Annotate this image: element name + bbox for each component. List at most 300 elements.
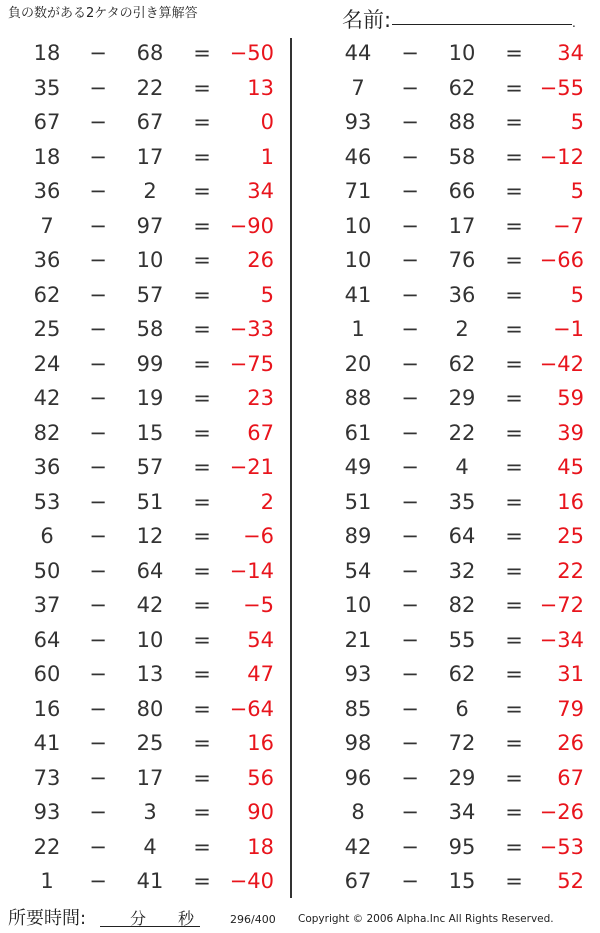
answer: 47 xyxy=(247,662,274,686)
minuend: 93 xyxy=(344,110,372,134)
minus-sign: − xyxy=(89,800,107,824)
equals-sign: = xyxy=(193,834,211,859)
answer: 5 xyxy=(570,282,584,307)
minuend: 18 xyxy=(33,144,61,169)
problem-row xyxy=(0,485,300,520)
equals-sign: = xyxy=(193,282,211,307)
minuend: 22 xyxy=(33,834,61,859)
problem-row xyxy=(300,554,600,589)
answer: 45 xyxy=(557,455,584,479)
equals-sign: = xyxy=(505,627,523,652)
minus-sign: − xyxy=(89,524,107,548)
answer: −55 xyxy=(539,75,584,100)
answer: 90 xyxy=(247,800,274,824)
problem-row xyxy=(0,692,300,727)
subtrahend: 64 xyxy=(448,524,476,548)
subtrahend: 29 xyxy=(448,765,476,790)
answer: 31 xyxy=(557,662,584,686)
equals-sign: = xyxy=(505,662,523,686)
minuend: 73 xyxy=(33,765,61,790)
minus-sign: − xyxy=(401,593,419,617)
subtrahend: 64 xyxy=(136,558,164,583)
minus-sign: − xyxy=(401,731,419,755)
equals-sign: = xyxy=(193,179,211,203)
minus-sign: − xyxy=(89,179,107,203)
equals-sign: = xyxy=(193,696,211,721)
minuend: 6 xyxy=(40,524,54,548)
minuend: 7 xyxy=(351,75,365,100)
subtrahend: 42 xyxy=(136,593,164,617)
answer: 2 xyxy=(260,489,274,514)
minuend: 93 xyxy=(344,662,372,686)
subtrahend: 6 xyxy=(455,696,469,721)
problem-row xyxy=(0,795,300,830)
equals-sign: = xyxy=(193,110,211,134)
minus-sign: − xyxy=(401,282,419,307)
equals-sign: = xyxy=(193,317,211,341)
minus-sign: − xyxy=(89,110,107,134)
answer: −42 xyxy=(539,351,584,376)
minus-sign: − xyxy=(401,765,419,790)
minus-sign: − xyxy=(401,800,419,824)
answer: 13 xyxy=(247,75,274,100)
answer: 1 xyxy=(260,144,274,169)
minuend: 36 xyxy=(33,455,61,479)
equals-sign: = xyxy=(505,282,523,307)
equals-sign: = xyxy=(505,75,523,100)
answer: −26 xyxy=(539,800,584,824)
minuend: 51 xyxy=(344,489,372,514)
problem-row xyxy=(0,71,300,106)
answer: −6 xyxy=(243,524,274,548)
subtrahend: 72 xyxy=(448,731,476,755)
answer: −66 xyxy=(539,248,584,272)
problem-row xyxy=(300,174,600,209)
subtrahend: 80 xyxy=(136,696,164,721)
answer: −40 xyxy=(229,869,274,893)
minuend: 60 xyxy=(33,662,61,686)
right-problem-column xyxy=(300,36,600,902)
problem-row xyxy=(0,105,300,140)
answer: 5 xyxy=(570,110,584,134)
answer: −34 xyxy=(539,627,584,652)
equals-sign: = xyxy=(505,524,523,548)
problem-row xyxy=(0,588,300,623)
time-label: 所要時間: xyxy=(8,908,87,929)
problem-row xyxy=(300,381,600,416)
minus-sign: − xyxy=(89,41,107,65)
minus-sign: − xyxy=(89,144,107,169)
equals-sign: = xyxy=(193,731,211,755)
subtrahend: 10 xyxy=(136,627,164,652)
answer: 56 xyxy=(247,765,274,790)
problem-row xyxy=(300,416,600,451)
minus-sign: − xyxy=(89,662,107,686)
answer: 26 xyxy=(247,248,274,272)
problem-row xyxy=(0,381,300,416)
minuend: 96 xyxy=(344,765,372,790)
problem-row xyxy=(300,312,600,347)
answer: −7 xyxy=(553,213,584,238)
answer: 54 xyxy=(247,627,274,652)
problem-row xyxy=(300,692,600,727)
left-problem-column xyxy=(0,36,300,902)
answer: 16 xyxy=(247,731,274,755)
problem-row xyxy=(0,243,300,278)
minus-sign: − xyxy=(401,144,419,169)
minuend: 10 xyxy=(344,593,372,617)
problem-row xyxy=(0,36,300,71)
equals-sign: = xyxy=(505,144,523,169)
minuend: 20 xyxy=(344,351,372,376)
answer: −64 xyxy=(229,696,274,721)
subtrahend: 36 xyxy=(448,282,476,307)
subtrahend: 58 xyxy=(448,144,476,169)
equals-sign: = xyxy=(193,351,211,376)
equals-sign: = xyxy=(505,41,523,65)
name-dot: . xyxy=(572,16,576,30)
minus-sign: − xyxy=(401,179,419,203)
minuend: 10 xyxy=(344,248,372,272)
subtrahend: 29 xyxy=(448,386,476,410)
minuend: 67 xyxy=(344,869,372,893)
problem-row xyxy=(0,174,300,209)
equals-sign: = xyxy=(193,558,211,583)
minus-sign: − xyxy=(89,558,107,583)
minus-sign: − xyxy=(89,765,107,790)
problem-row xyxy=(0,554,300,589)
equals-sign: = xyxy=(193,593,211,617)
problem-row xyxy=(300,36,600,71)
minuend: 35 xyxy=(33,75,61,100)
minuend: 1 xyxy=(351,317,365,341)
minuend: 46 xyxy=(344,144,372,169)
minus-sign: − xyxy=(89,731,107,755)
answer: 23 xyxy=(247,386,274,410)
equals-sign: = xyxy=(505,420,523,445)
minus-sign: − xyxy=(401,627,419,652)
subtrahend: 17 xyxy=(448,213,476,238)
minus-sign: − xyxy=(401,662,419,686)
subtrahend: 2 xyxy=(143,179,157,203)
subtrahend: 17 xyxy=(136,765,164,790)
subtrahend: 15 xyxy=(448,869,476,893)
problem-row xyxy=(300,278,600,313)
equals-sign: = xyxy=(505,248,523,272)
subtrahend: 41 xyxy=(136,869,164,893)
minuend: 98 xyxy=(344,731,372,755)
equals-sign: = xyxy=(193,489,211,514)
worksheet-title: 負の数がある2ケタの引き算解答 xyxy=(8,6,198,21)
equals-sign: = xyxy=(193,420,211,445)
subtrahend: 10 xyxy=(448,41,476,65)
equals-sign: = xyxy=(193,765,211,790)
problem-row xyxy=(0,347,300,382)
subtrahend: 4 xyxy=(143,834,157,859)
problem-row xyxy=(300,209,600,244)
answer: 52 xyxy=(557,869,584,893)
subtrahend: 82 xyxy=(448,593,476,617)
equals-sign: = xyxy=(193,75,211,100)
problem-row xyxy=(300,71,600,106)
answer: 59 xyxy=(557,386,584,410)
minus-sign: − xyxy=(89,627,107,652)
equals-sign: = xyxy=(193,524,211,548)
minus-sign: − xyxy=(401,75,419,100)
minus-sign: − xyxy=(401,317,419,341)
minuend: 71 xyxy=(344,179,372,203)
subtrahend: 19 xyxy=(136,386,164,410)
equals-sign: = xyxy=(505,834,523,859)
problem-row xyxy=(0,416,300,451)
minuend: 36 xyxy=(33,179,61,203)
minus-sign: − xyxy=(401,386,419,410)
minuend: 42 xyxy=(344,834,372,859)
subtrahend: 51 xyxy=(136,489,164,514)
answer: −12 xyxy=(539,144,584,169)
subtrahend: 22 xyxy=(136,75,164,100)
answer: −50 xyxy=(229,41,274,65)
minus-sign: − xyxy=(89,455,107,479)
equals-sign: = xyxy=(505,489,523,514)
answer: −90 xyxy=(229,213,274,238)
answer: 0 xyxy=(260,110,274,134)
equals-sign: = xyxy=(505,731,523,755)
minus-sign: − xyxy=(89,834,107,859)
minus-sign: − xyxy=(401,110,419,134)
answer: −53 xyxy=(539,834,584,859)
problem-row xyxy=(300,347,600,382)
equals-sign: = xyxy=(505,455,523,479)
minutes-label: 分 xyxy=(130,909,147,928)
equals-sign: = xyxy=(193,41,211,65)
minuend: 82 xyxy=(33,420,61,445)
problem-row xyxy=(0,312,300,347)
name-label: 名前: xyxy=(342,8,392,32)
minuend: 10 xyxy=(344,213,372,238)
subtrahend: 62 xyxy=(448,351,476,376)
minuend: 21 xyxy=(344,627,372,652)
minus-sign: − xyxy=(401,248,419,272)
subtrahend: 76 xyxy=(448,248,476,272)
minus-sign: − xyxy=(401,558,419,583)
subtrahend: 99 xyxy=(136,351,164,376)
minus-sign: − xyxy=(89,213,107,238)
minus-sign: − xyxy=(89,282,107,307)
problem-row xyxy=(300,623,600,658)
subtrahend: 57 xyxy=(136,282,164,307)
minuend: 42 xyxy=(33,386,61,410)
minus-sign: − xyxy=(89,75,107,100)
answer: 34 xyxy=(557,41,584,65)
answer: −14 xyxy=(229,558,274,583)
problem-row xyxy=(0,830,300,865)
subtrahend: 62 xyxy=(448,662,476,686)
subtrahend: 35 xyxy=(448,489,476,514)
minus-sign: − xyxy=(89,420,107,445)
equals-sign: = xyxy=(193,386,211,410)
minus-sign: − xyxy=(89,489,107,514)
answer: −21 xyxy=(229,455,274,479)
minuend: 41 xyxy=(33,731,61,755)
subtrahend: 66 xyxy=(448,179,476,203)
seconds-label: 秒 xyxy=(178,909,195,928)
equals-sign: = xyxy=(505,213,523,238)
answer: 39 xyxy=(557,420,584,445)
answer: 67 xyxy=(247,420,274,445)
equals-sign: = xyxy=(193,662,211,686)
minus-sign: − xyxy=(401,834,419,859)
answer: 16 xyxy=(557,489,584,514)
minuend: 85 xyxy=(344,696,372,721)
equals-sign: = xyxy=(505,110,523,134)
equals-sign: = xyxy=(505,558,523,583)
problem-row xyxy=(300,140,600,175)
problem-row xyxy=(0,623,300,658)
problem-row xyxy=(300,485,600,520)
subtrahend: 68 xyxy=(136,41,164,65)
minuend: 36 xyxy=(33,248,61,272)
minuend: 49 xyxy=(344,455,372,479)
equals-sign: = xyxy=(193,248,211,272)
equals-sign: = xyxy=(505,351,523,376)
subtrahend: 13 xyxy=(136,662,164,686)
subtrahend: 2 xyxy=(455,317,469,341)
minuend: 7 xyxy=(40,213,54,238)
subtrahend: 67 xyxy=(136,110,164,134)
answer: 5 xyxy=(570,179,584,203)
page-number: 296/400 xyxy=(230,913,276,926)
answer: 79 xyxy=(557,696,584,721)
minuend: 53 xyxy=(33,489,61,514)
equals-sign: = xyxy=(505,386,523,410)
subtrahend: 22 xyxy=(448,420,476,445)
answer: 5 xyxy=(260,282,274,307)
minuend: 62 xyxy=(33,282,61,307)
problem-row xyxy=(0,140,300,175)
minuend: 93 xyxy=(33,800,61,824)
answer: −5 xyxy=(243,593,274,617)
problem-row xyxy=(300,519,600,554)
answer: 18 xyxy=(247,834,274,859)
subtrahend: 97 xyxy=(136,213,164,238)
equals-sign: = xyxy=(505,317,523,341)
minuend: 44 xyxy=(344,41,372,65)
name-underline xyxy=(392,24,572,25)
minuend: 54 xyxy=(344,558,372,583)
problem-row xyxy=(300,105,600,140)
subtrahend: 55 xyxy=(448,627,476,652)
subtrahend: 15 xyxy=(136,420,164,445)
subtrahend: 57 xyxy=(136,455,164,479)
equals-sign: = xyxy=(193,144,211,169)
minuend: 64 xyxy=(33,627,61,652)
minuend: 88 xyxy=(344,386,372,410)
equals-sign: = xyxy=(193,800,211,824)
subtrahend: 10 xyxy=(136,248,164,272)
answer: −1 xyxy=(553,317,584,341)
problem-row xyxy=(300,795,600,830)
equals-sign: = xyxy=(193,869,211,893)
minuend: 24 xyxy=(33,351,61,376)
problem-row xyxy=(0,209,300,244)
subtrahend: 58 xyxy=(136,317,164,341)
subtrahend: 34 xyxy=(448,800,476,824)
problem-row xyxy=(0,726,300,761)
answer: 67 xyxy=(557,765,584,790)
minus-sign: − xyxy=(89,386,107,410)
equals-sign: = xyxy=(193,627,211,652)
problem-row xyxy=(300,588,600,623)
minuend: 37 xyxy=(33,593,61,617)
minus-sign: − xyxy=(89,593,107,617)
equals-sign: = xyxy=(505,593,523,617)
answer: 34 xyxy=(247,179,274,203)
minus-sign: − xyxy=(401,489,419,514)
subtrahend: 88 xyxy=(448,110,476,134)
minus-sign: − xyxy=(401,420,419,445)
answer: −72 xyxy=(539,593,584,617)
problem-row xyxy=(0,761,300,796)
minuend: 1 xyxy=(40,869,54,893)
equals-sign: = xyxy=(193,213,211,238)
problem-row xyxy=(300,450,600,485)
minuend: 50 xyxy=(33,558,61,583)
minus-sign: − xyxy=(401,213,419,238)
minuend: 41 xyxy=(344,282,372,307)
minus-sign: − xyxy=(89,869,107,893)
minus-sign: − xyxy=(89,351,107,376)
minus-sign: − xyxy=(89,317,107,341)
answer: −75 xyxy=(229,351,274,376)
problem-row xyxy=(300,657,600,692)
minuend: 16 xyxy=(33,696,61,721)
equals-sign: = xyxy=(505,765,523,790)
minuend: 67 xyxy=(33,110,61,134)
subtrahend: 62 xyxy=(448,75,476,100)
equals-sign: = xyxy=(193,455,211,479)
minuend: 61 xyxy=(344,420,372,445)
subtrahend: 95 xyxy=(448,834,476,859)
minus-sign: − xyxy=(401,524,419,548)
equals-sign: = xyxy=(505,800,523,824)
subtrahend: 32 xyxy=(448,558,476,583)
answer: 26 xyxy=(557,731,584,755)
minus-sign: − xyxy=(401,869,419,893)
answer: 25 xyxy=(557,524,584,548)
subtrahend: 25 xyxy=(136,731,164,755)
minuend: 18 xyxy=(33,41,61,65)
problem-row xyxy=(300,726,600,761)
minuend: 8 xyxy=(351,800,365,824)
minus-sign: − xyxy=(89,696,107,721)
problem-row xyxy=(300,243,600,278)
problem-row xyxy=(300,830,600,865)
subtrahend: 3 xyxy=(143,800,157,824)
subtrahend: 12 xyxy=(136,524,164,548)
answer: 22 xyxy=(557,558,584,583)
subtrahend: 17 xyxy=(136,144,164,169)
problem-row xyxy=(300,761,600,796)
minus-sign: − xyxy=(401,351,419,376)
answer: −33 xyxy=(229,317,274,341)
subtrahend: 4 xyxy=(455,455,469,479)
problem-row xyxy=(0,519,300,554)
minus-sign: − xyxy=(401,41,419,65)
problem-row xyxy=(0,278,300,313)
minus-sign: − xyxy=(401,696,419,721)
problem-row xyxy=(300,864,600,899)
